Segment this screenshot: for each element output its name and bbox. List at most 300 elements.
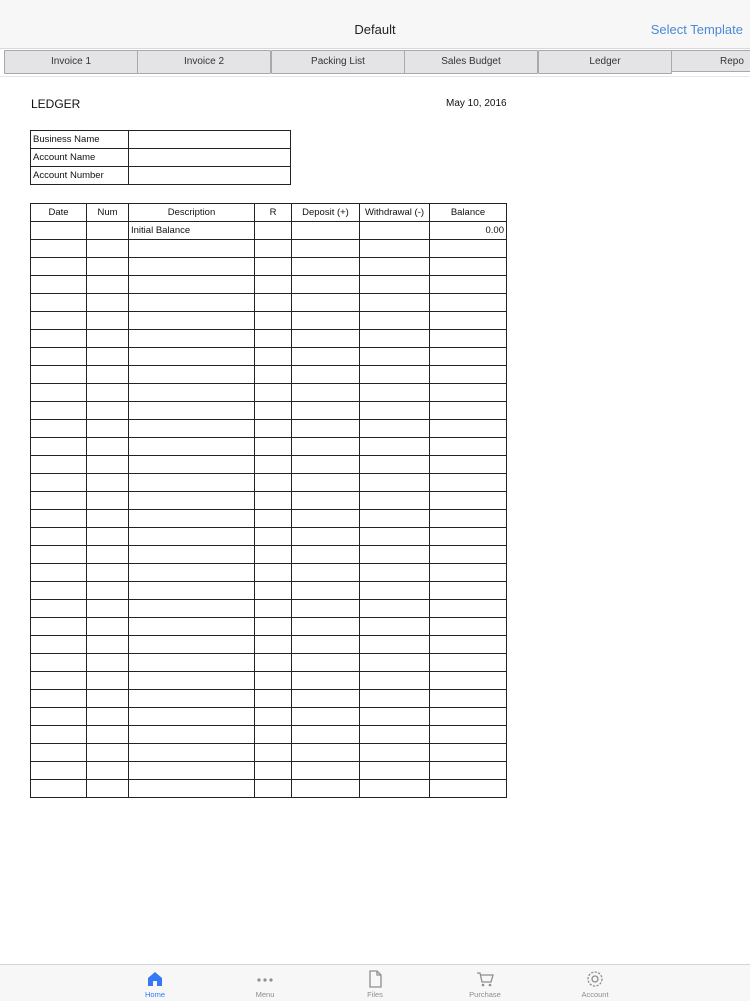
table-row <box>31 366 507 384</box>
cell-description[interactable] <box>129 636 255 654</box>
cell-description[interactable] <box>129 492 255 510</box>
cell-reconciled[interactable] <box>255 240 292 258</box>
table-row <box>31 690 507 708</box>
bottom-tab-purchase[interactable] <box>445 967 525 1001</box>
cell-balance[interactable] <box>430 708 507 726</box>
cell-withdrawal[interactable] <box>360 456 430 474</box>
cell-description[interactable] <box>129 654 255 672</box>
cell-date[interactable] <box>31 348 87 366</box>
cell-withdrawal[interactable] <box>360 402 430 420</box>
cell-description[interactable] <box>129 618 255 636</box>
cell-num[interactable] <box>87 420 129 438</box>
navigation-bar <box>0 0 750 49</box>
cell-reconciled[interactable] <box>255 636 292 654</box>
cell-withdrawal[interactable] <box>360 636 430 654</box>
cell-description[interactable] <box>129 258 255 276</box>
column-header-description: Description <box>129 204 255 222</box>
cell-deposit[interactable] <box>292 330 360 348</box>
cell-withdrawal[interactable] <box>360 618 430 636</box>
cell-date[interactable] <box>31 276 87 294</box>
cell-description[interactable] <box>129 366 255 384</box>
cell-date[interactable] <box>31 582 87 600</box>
cell-deposit[interactable] <box>292 384 360 402</box>
cell-description[interactable] <box>129 726 255 744</box>
cell-description[interactable] <box>129 384 255 402</box>
cell-reconciled[interactable] <box>255 402 292 420</box>
cell-date[interactable] <box>31 366 87 384</box>
table-row <box>31 600 507 618</box>
bottom-tab-label: Menu <box>255 990 275 999</box>
table-row <box>31 726 507 744</box>
bottom-tab-label: Account <box>581 990 609 999</box>
cell-date[interactable] <box>31 600 87 618</box>
tab-report[interactable]: Repo <box>671 50 750 72</box>
account-name-field[interactable] <box>129 149 291 167</box>
select-template-button[interactable]: Select Template <box>650 22 743 37</box>
cell-num[interactable] <box>87 240 129 258</box>
cell-deposit[interactable] <box>292 456 360 474</box>
table-row <box>31 438 507 456</box>
cell-withdrawal[interactable] <box>360 600 430 618</box>
cell-description[interactable] <box>129 240 255 258</box>
cell-date[interactable] <box>31 564 87 582</box>
table-row <box>31 762 507 780</box>
cell-reconciled[interactable] <box>255 222 292 240</box>
column-header-date: Date <box>31 204 87 222</box>
cell-deposit[interactable] <box>292 348 360 366</box>
cell-num[interactable] <box>87 780 129 798</box>
cell-date[interactable] <box>31 618 87 636</box>
bottom-tab-label: Files <box>367 990 383 999</box>
cell-balance[interactable] <box>430 672 507 690</box>
column-header-deposit: Deposit (+) <box>292 204 360 222</box>
file-icon <box>365 969 385 989</box>
cell-date[interactable] <box>31 546 87 564</box>
cell-deposit[interactable] <box>292 726 360 744</box>
bottom-tab-account[interactable] <box>555 967 635 1001</box>
table-row <box>31 456 507 474</box>
cell-description[interactable] <box>129 708 255 726</box>
cell-withdrawal[interactable] <box>360 348 430 366</box>
cell-deposit[interactable] <box>292 222 360 240</box>
cell-reconciled[interactable] <box>255 474 292 492</box>
cell-deposit[interactable] <box>292 618 360 636</box>
table-row <box>31 672 507 690</box>
bottom-tab-home[interactable] <box>115 967 195 1001</box>
cell-description[interactable] <box>129 528 255 546</box>
cell-balance[interactable]: 0.00 <box>430 222 507 240</box>
bottom-tab-label: Purchase <box>469 990 501 999</box>
template-tabs <box>4 50 750 74</box>
cell-date[interactable] <box>31 690 87 708</box>
cell-withdrawal[interactable] <box>360 546 430 564</box>
cell-date[interactable] <box>31 636 87 654</box>
cell-balance[interactable] <box>430 366 507 384</box>
cell-withdrawal[interactable] <box>360 744 430 762</box>
column-header-reconciled: R <box>255 204 292 222</box>
cell-reconciled[interactable] <box>255 384 292 402</box>
page-title: Default <box>354 22 396 37</box>
cell-balance[interactable] <box>430 438 507 456</box>
ledger-body <box>31 222 507 798</box>
column-header-num: Num <box>87 204 129 222</box>
cell-reconciled[interactable] <box>255 564 292 582</box>
cell-reconciled[interactable] <box>255 528 292 546</box>
cell-balance[interactable] <box>430 780 507 798</box>
cell-description[interactable] <box>129 330 255 348</box>
table-row <box>31 582 507 600</box>
cell-balance[interactable] <box>430 456 507 474</box>
cell-num[interactable] <box>87 402 129 420</box>
bottom-tab-bar <box>0 964 750 1001</box>
cell-description[interactable] <box>129 744 255 762</box>
cell-description[interactable] <box>129 510 255 528</box>
cell-balance[interactable] <box>430 402 507 420</box>
cell-deposit[interactable] <box>292 672 360 690</box>
cell-balance[interactable] <box>430 258 507 276</box>
cell-date[interactable] <box>31 708 87 726</box>
cell-withdrawal[interactable] <box>360 420 430 438</box>
business-name-field[interactable] <box>129 131 291 149</box>
cell-balance[interactable] <box>430 510 507 528</box>
cell-balance[interactable] <box>430 474 507 492</box>
cell-num[interactable] <box>87 294 129 312</box>
cell-balance[interactable] <box>430 240 507 258</box>
cell-num[interactable] <box>87 726 129 744</box>
cell-num[interactable] <box>87 600 129 618</box>
cell-deposit[interactable] <box>292 294 360 312</box>
cell-deposit[interactable] <box>292 420 360 438</box>
cell-date[interactable] <box>31 528 87 546</box>
cell-balance[interactable] <box>430 744 507 762</box>
cell-balance[interactable] <box>430 384 507 402</box>
cell-withdrawal[interactable] <box>360 564 430 582</box>
table-row <box>31 654 507 672</box>
cell-reconciled[interactable] <box>255 654 292 672</box>
table-row <box>31 384 507 402</box>
cell-deposit[interactable] <box>292 276 360 294</box>
cell-date[interactable] <box>31 258 87 276</box>
cell-num[interactable] <box>87 744 129 762</box>
cell-num[interactable] <box>87 258 129 276</box>
cell-deposit[interactable] <box>292 636 360 654</box>
table-row <box>31 564 507 582</box>
cell-reconciled[interactable] <box>255 366 292 384</box>
cell-reconciled[interactable] <box>255 348 292 366</box>
cell-reconciled[interactable] <box>255 492 292 510</box>
cell-description[interactable] <box>129 474 255 492</box>
tab-invoice-1[interactable]: Invoice 1 <box>4 50 138 74</box>
table-row <box>31 780 507 798</box>
cell-num[interactable] <box>87 762 129 780</box>
cell-date[interactable] <box>31 744 87 762</box>
cell-date[interactable] <box>31 474 87 492</box>
cell-description[interactable] <box>129 348 255 366</box>
cell-balance[interactable] <box>430 420 507 438</box>
cell-balance[interactable] <box>430 348 507 366</box>
bottom-tab-label: Home <box>144 990 165 999</box>
cell-reconciled[interactable] <box>255 618 292 636</box>
table-row <box>31 276 507 294</box>
cell-description[interactable] <box>129 420 255 438</box>
tab-packing-list[interactable]: Packing List <box>271 50 405 74</box>
cell-date[interactable] <box>31 402 87 420</box>
cell-date[interactable] <box>31 330 87 348</box>
cell-deposit[interactable] <box>292 240 360 258</box>
table-row <box>31 258 507 276</box>
cell-description[interactable] <box>129 312 255 330</box>
cell-num[interactable] <box>87 348 129 366</box>
cell-date[interactable] <box>31 762 87 780</box>
bottom-tab-menu[interactable] <box>225 967 305 1001</box>
cell-reconciled[interactable] <box>255 312 292 330</box>
table-row <box>31 222 507 240</box>
cell-date[interactable] <box>31 438 87 456</box>
more-icon <box>255 969 275 989</box>
cell-num[interactable] <box>87 312 129 330</box>
cell-balance[interactable] <box>430 726 507 744</box>
cell-num[interactable] <box>87 276 129 294</box>
cell-withdrawal[interactable] <box>360 726 430 744</box>
cell-reconciled[interactable] <box>255 582 292 600</box>
table-row <box>31 402 507 420</box>
cell-withdrawal[interactable] <box>360 762 430 780</box>
cell-description[interactable] <box>129 276 255 294</box>
table-row <box>31 546 507 564</box>
cell-reconciled[interactable] <box>255 420 292 438</box>
cell-date[interactable] <box>31 384 87 402</box>
cell-reconciled[interactable] <box>255 510 292 528</box>
cell-num[interactable] <box>87 222 129 240</box>
cell-withdrawal[interactable] <box>360 330 430 348</box>
cell-num[interactable] <box>87 708 129 726</box>
cell-balance[interactable] <box>430 312 507 330</box>
cell-withdrawal[interactable] <box>360 276 430 294</box>
cell-num[interactable] <box>87 366 129 384</box>
cell-deposit[interactable] <box>292 546 360 564</box>
cell-reconciled[interactable] <box>255 762 292 780</box>
cell-num[interactable] <box>87 672 129 690</box>
cell-deposit[interactable] <box>292 438 360 456</box>
column-header-balance: Balance <box>430 204 507 222</box>
cell-withdrawal[interactable] <box>360 384 430 402</box>
cell-deposit[interactable] <box>292 492 360 510</box>
table-header-row <box>31 204 507 222</box>
table-row <box>31 474 507 492</box>
cell-date[interactable] <box>31 240 87 258</box>
cell-num[interactable] <box>87 330 129 348</box>
divider <box>0 76 750 77</box>
cell-withdrawal[interactable] <box>360 222 430 240</box>
cell-reconciled[interactable] <box>255 456 292 474</box>
cell-withdrawal[interactable] <box>360 690 430 708</box>
table-row <box>31 636 507 654</box>
cell-date[interactable] <box>31 492 87 510</box>
cell-reconciled[interactable] <box>255 672 292 690</box>
cell-withdrawal[interactable] <box>360 258 430 276</box>
cell-withdrawal[interactable] <box>360 528 430 546</box>
cell-description[interactable]: Initial Balance <box>129 222 255 240</box>
cell-date[interactable] <box>31 654 87 672</box>
cell-date[interactable] <box>31 312 87 330</box>
cell-reconciled[interactable] <box>255 276 292 294</box>
cell-num[interactable] <box>87 654 129 672</box>
account-name-label: Account Name <box>31 149 129 167</box>
table-row <box>31 420 507 438</box>
table-row <box>31 528 507 546</box>
cell-reconciled[interactable] <box>255 546 292 564</box>
cell-date[interactable] <box>31 420 87 438</box>
cell-num[interactable] <box>87 618 129 636</box>
cell-description[interactable] <box>129 438 255 456</box>
gear-icon <box>585 969 605 989</box>
account-info-table <box>30 130 291 185</box>
cell-date[interactable] <box>31 780 87 798</box>
cell-description[interactable] <box>129 690 255 708</box>
column-header-withdrawal: Withdrawal (-) <box>360 204 430 222</box>
cell-num[interactable] <box>87 690 129 708</box>
bottom-tab-files[interactable] <box>335 967 415 1001</box>
cell-withdrawal[interactable] <box>360 366 430 384</box>
cell-date[interactable] <box>31 456 87 474</box>
cell-description[interactable] <box>129 762 255 780</box>
cell-deposit[interactable] <box>292 528 360 546</box>
table-row <box>31 348 507 366</box>
cell-description[interactable] <box>129 294 255 312</box>
document-title: LEDGER <box>31 97 81 111</box>
table-row <box>31 330 507 348</box>
cell-deposit[interactable] <box>292 762 360 780</box>
table-row <box>31 618 507 636</box>
tab-sales-budget[interactable]: Sales Budget <box>404 50 538 74</box>
cell-balance[interactable] <box>430 528 507 546</box>
cell-description[interactable] <box>129 402 255 420</box>
cell-withdrawal[interactable] <box>360 240 430 258</box>
cell-num[interactable] <box>87 474 129 492</box>
cell-num[interactable] <box>87 438 129 456</box>
table-row <box>31 492 507 510</box>
cell-balance[interactable] <box>430 294 507 312</box>
cell-num[interactable] <box>87 492 129 510</box>
table-row <box>31 294 507 312</box>
cell-balance[interactable] <box>430 492 507 510</box>
cell-date[interactable] <box>31 222 87 240</box>
cell-description[interactable] <box>129 582 255 600</box>
cell-withdrawal[interactable] <box>360 708 430 726</box>
cell-withdrawal[interactable] <box>360 510 430 528</box>
cell-balance[interactable] <box>430 690 507 708</box>
cell-num[interactable] <box>87 582 129 600</box>
cell-description[interactable] <box>129 780 255 798</box>
cell-deposit[interactable] <box>292 600 360 618</box>
cell-num[interactable] <box>87 384 129 402</box>
cell-balance[interactable] <box>430 564 507 582</box>
cell-deposit[interactable] <box>292 312 360 330</box>
cell-date[interactable] <box>31 672 87 690</box>
cell-deposit[interactable] <box>292 564 360 582</box>
cell-withdrawal[interactable] <box>360 672 430 690</box>
cell-balance[interactable] <box>430 276 507 294</box>
cell-date[interactable] <box>31 510 87 528</box>
cell-balance[interactable] <box>430 330 507 348</box>
cell-date[interactable] <box>31 726 87 744</box>
cell-description[interactable] <box>129 672 255 690</box>
cell-withdrawal[interactable] <box>360 654 430 672</box>
cell-withdrawal[interactable] <box>360 438 430 456</box>
document-date[interactable]: May 10, 2016 <box>446 98 507 109</box>
tab-ledger[interactable]: Ledger <box>538 50 672 74</box>
cell-num[interactable] <box>87 510 129 528</box>
cell-balance[interactable] <box>430 654 507 672</box>
table-row <box>31 312 507 330</box>
cell-description[interactable] <box>129 456 255 474</box>
cell-deposit[interactable] <box>292 780 360 798</box>
cell-balance[interactable] <box>430 618 507 636</box>
cell-reconciled[interactable] <box>255 744 292 762</box>
account-number-field[interactable] <box>129 167 291 185</box>
cell-deposit[interactable] <box>292 582 360 600</box>
cell-num[interactable] <box>87 546 129 564</box>
cell-deposit[interactable] <box>292 654 360 672</box>
tab-invoice-2[interactable]: Invoice 2 <box>137 50 271 74</box>
cell-deposit[interactable] <box>292 366 360 384</box>
cell-balance[interactable] <box>430 582 507 600</box>
cell-reconciled[interactable] <box>255 780 292 798</box>
cell-reconciled[interactable] <box>255 726 292 744</box>
cell-deposit[interactable] <box>292 474 360 492</box>
cell-deposit[interactable] <box>292 402 360 420</box>
cell-deposit[interactable] <box>292 690 360 708</box>
cell-deposit[interactable] <box>292 258 360 276</box>
table-row <box>31 510 507 528</box>
cell-reconciled[interactable] <box>255 294 292 312</box>
cell-date[interactable] <box>31 294 87 312</box>
cell-num[interactable] <box>87 564 129 582</box>
cell-deposit[interactable] <box>292 708 360 726</box>
cell-description[interactable] <box>129 600 255 618</box>
cell-withdrawal[interactable] <box>360 780 430 798</box>
cell-withdrawal[interactable] <box>360 582 430 600</box>
cell-balance[interactable] <box>430 636 507 654</box>
cell-balance[interactable] <box>430 546 507 564</box>
cell-reconciled[interactable] <box>255 330 292 348</box>
cell-withdrawal[interactable] <box>360 474 430 492</box>
cell-reconciled[interactable] <box>255 438 292 456</box>
cell-balance[interactable] <box>430 762 507 780</box>
home-icon <box>145 969 165 989</box>
cell-reconciled[interactable] <box>255 258 292 276</box>
cell-reconciled[interactable] <box>255 690 292 708</box>
cell-withdrawal[interactable] <box>360 294 430 312</box>
cell-num[interactable] <box>87 456 129 474</box>
cell-num[interactable] <box>87 636 129 654</box>
account-number-label: Account Number <box>31 167 129 185</box>
cell-deposit[interactable] <box>292 744 360 762</box>
ledger-table <box>30 203 507 798</box>
cell-reconciled[interactable] <box>255 600 292 618</box>
cell-description[interactable] <box>129 546 255 564</box>
table-row <box>31 708 507 726</box>
cart-icon <box>475 969 495 989</box>
cell-reconciled[interactable] <box>255 708 292 726</box>
cell-num[interactable] <box>87 528 129 546</box>
cell-withdrawal[interactable] <box>360 492 430 510</box>
cell-balance[interactable] <box>430 600 507 618</box>
cell-withdrawal[interactable] <box>360 312 430 330</box>
cell-deposit[interactable] <box>292 510 360 528</box>
table-row <box>31 240 507 258</box>
cell-description[interactable] <box>129 564 255 582</box>
